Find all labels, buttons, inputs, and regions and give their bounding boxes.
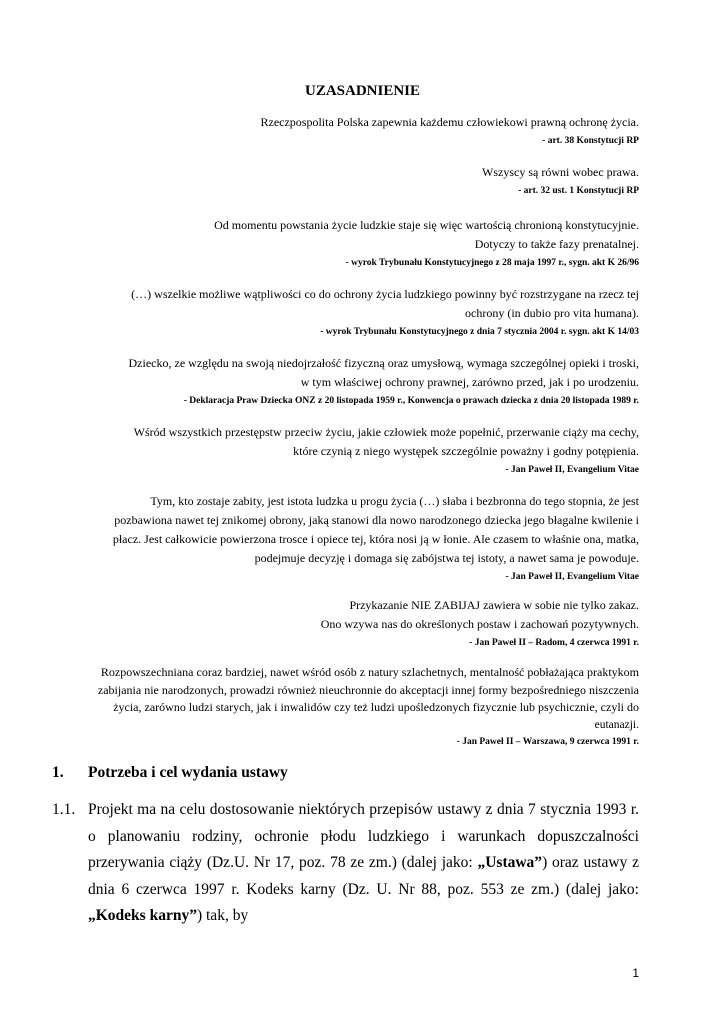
defined-term-ustawa: „Ustawa” — [477, 854, 543, 871]
quote-line: Przykazanie NIE ZABIJAJ zawiera w sobie nie tylko zakaz. — [349, 598, 639, 612]
paragraph-text-run: ) tak, by — [196, 907, 249, 924]
paragraph-1-1 — [52, 797, 639, 930]
quote-line: zabijania nie narodzonych, prowadzi również nieuchronnie do akceptacji innej formy bezpośredniego niszczenia — [97, 682, 639, 697]
quote-line: w tym właściwej ochrony prawnej, zarówno przed, jak i po urodzeniu. — [300, 375, 639, 389]
quote-line: eutanazji. — [594, 718, 639, 731]
defined-term-kodeks-karny: „Kodeks karny” — [88, 907, 197, 924]
section-title: Potrzeba i cel wydania ustawy — [88, 764, 288, 781]
quote-line: ochrony (in dubio pro vita humana). — [465, 306, 639, 320]
paragraph-text-run: ) oraz ustawy z dnia 6 czerwca 1997 r. Kodeks karny (Dz. U. Nr 88, poz. 553 ze zm.) (dalej jako: — [88, 854, 640, 898]
quote-line: pozbawiona nawet tej znikomej obrony, jaką stanowi dla nowo narodzonego dziecka jego błagalne kwilenie i — [114, 513, 639, 527]
quote-source: - Jan Paweł II – Warszawa, 9 czerwca 1991 r. — [456, 737, 639, 747]
paragraph-text-run: Projekt ma na celu dostosowanie niektórych przepisów ustawy z dnia 7 stycznia 1993 r. o planowaniu rodziny, ochronie płodu ludzkiego i warunkach dopuszczalności przerywania ciąży (Dz.U. Nr 17, poz. 78 ze zm.) (dalej jako: — [88, 801, 639, 871]
paragraph-number: 1.1. — [52, 801, 76, 818]
quote-source: - wyrok Trybunału Konstytucyjnego z 28 maja 1997 r., sygn. akt K 26/96 — [345, 258, 639, 268]
quote-line: Od momentu powstania życie ludzkie staje się więc wartością chronioną konstytucyjnie. — [214, 218, 639, 232]
quote-source: - Jan Paweł II, Evangelium Vitae — [505, 465, 639, 475]
quote-line: życia, zarówno ludzi starych, jak i inwalidów czy też ludzi upośledzonych fizycznie lub psychicznie, czyli do — [113, 700, 639, 714]
quote-block — [482, 163, 639, 201]
quote-source: - Jan Paweł II, Evangelium Vitae — [505, 572, 639, 582]
quote-line: płacz. Jest całkowicie powierzona trosce i opiece tej, która nosi ją w łonie. Ale czasem to właśnie ona, matka, — [112, 532, 639, 546]
quote-line: Dziecko, ze względu na swoją niedojrzałość fizyczną oraz umysłową, wymaga szczególnej opieki i troski, — [128, 356, 639, 370]
quote-line: które czynią z niego występek szczególnie poważny i godny potępienia. — [293, 444, 639, 458]
quote-line: Rzeczpospolita Polska zapewnia każdemu człowiekowi prawną ochronę życia. — [260, 115, 639, 129]
quote-source: - wyrok Trybunału Konstytucyjnego z dnia 7 stycznia 2004 r. sygn. akt K 14/03 — [320, 327, 639, 337]
quote-block — [214, 216, 639, 273]
quote-block — [103, 492, 639, 587]
quote-line: Tym, kto zostaje zabity, jest istota ludzka u progu życia (…) słaba i bezbronna do tego stopnia, że jest — [150, 494, 639, 508]
quote-source: - Jan Paweł II – Radom, 4 czerwca 1991 r. — [469, 638, 639, 648]
quote-line: (…) wszelkie możliwe wątpliwości co do ochrony życia ludzkiego powinny być rozstrzygane na rzecz tej — [131, 287, 639, 301]
quote-line: Ono wzywa nas do określonych postaw i zachowań pozytywnych. — [320, 617, 639, 631]
quote-block — [129, 354, 639, 411]
section-number: 1. — [52, 764, 64, 781]
quote-block — [89, 664, 639, 752]
quote-source: - Deklaracja Praw Dziecka ONZ z 20 listopada 1959 r., Konwencja o prawach dziecka z dnia 20 listopada 1989 r. — [183, 396, 639, 406]
page-number: 1 — [632, 966, 639, 980]
section-heading — [52, 764, 288, 782]
quote-block — [131, 285, 639, 342]
quote-source: - art. 32 ust. 1 Konstytucji RP — [518, 186, 639, 196]
paragraph-text — [88, 797, 639, 930]
quote-block — [321, 596, 639, 653]
quote-block — [260, 113, 639, 151]
quote-line: podejmuje decyzję i domaga się zabójstwa tej istoty, a nawet sama je powoduje. — [254, 551, 639, 565]
page-title: UZASADNIENIE — [304, 83, 421, 99]
quote-source: - art. 38 Konstytucji RP — [542, 136, 639, 146]
quote-block — [134, 423, 639, 480]
quote-line: Rozpowszechniana coraz bardziej, nawet wśród osób z natury szlachetnych, mentalność pobłażająca praktykom — [100, 665, 639, 679]
quote-line: Dotyczy to także fazy prenatalnej. — [474, 237, 639, 251]
quote-line: Wszyscy są równi wobec prawa. — [482, 165, 639, 179]
quote-line: Wśród wszystkich przestępstw przeciw życiu, jakie człowiek może popełnić, przerwanie ciąży ma cechy, — [133, 425, 639, 439]
